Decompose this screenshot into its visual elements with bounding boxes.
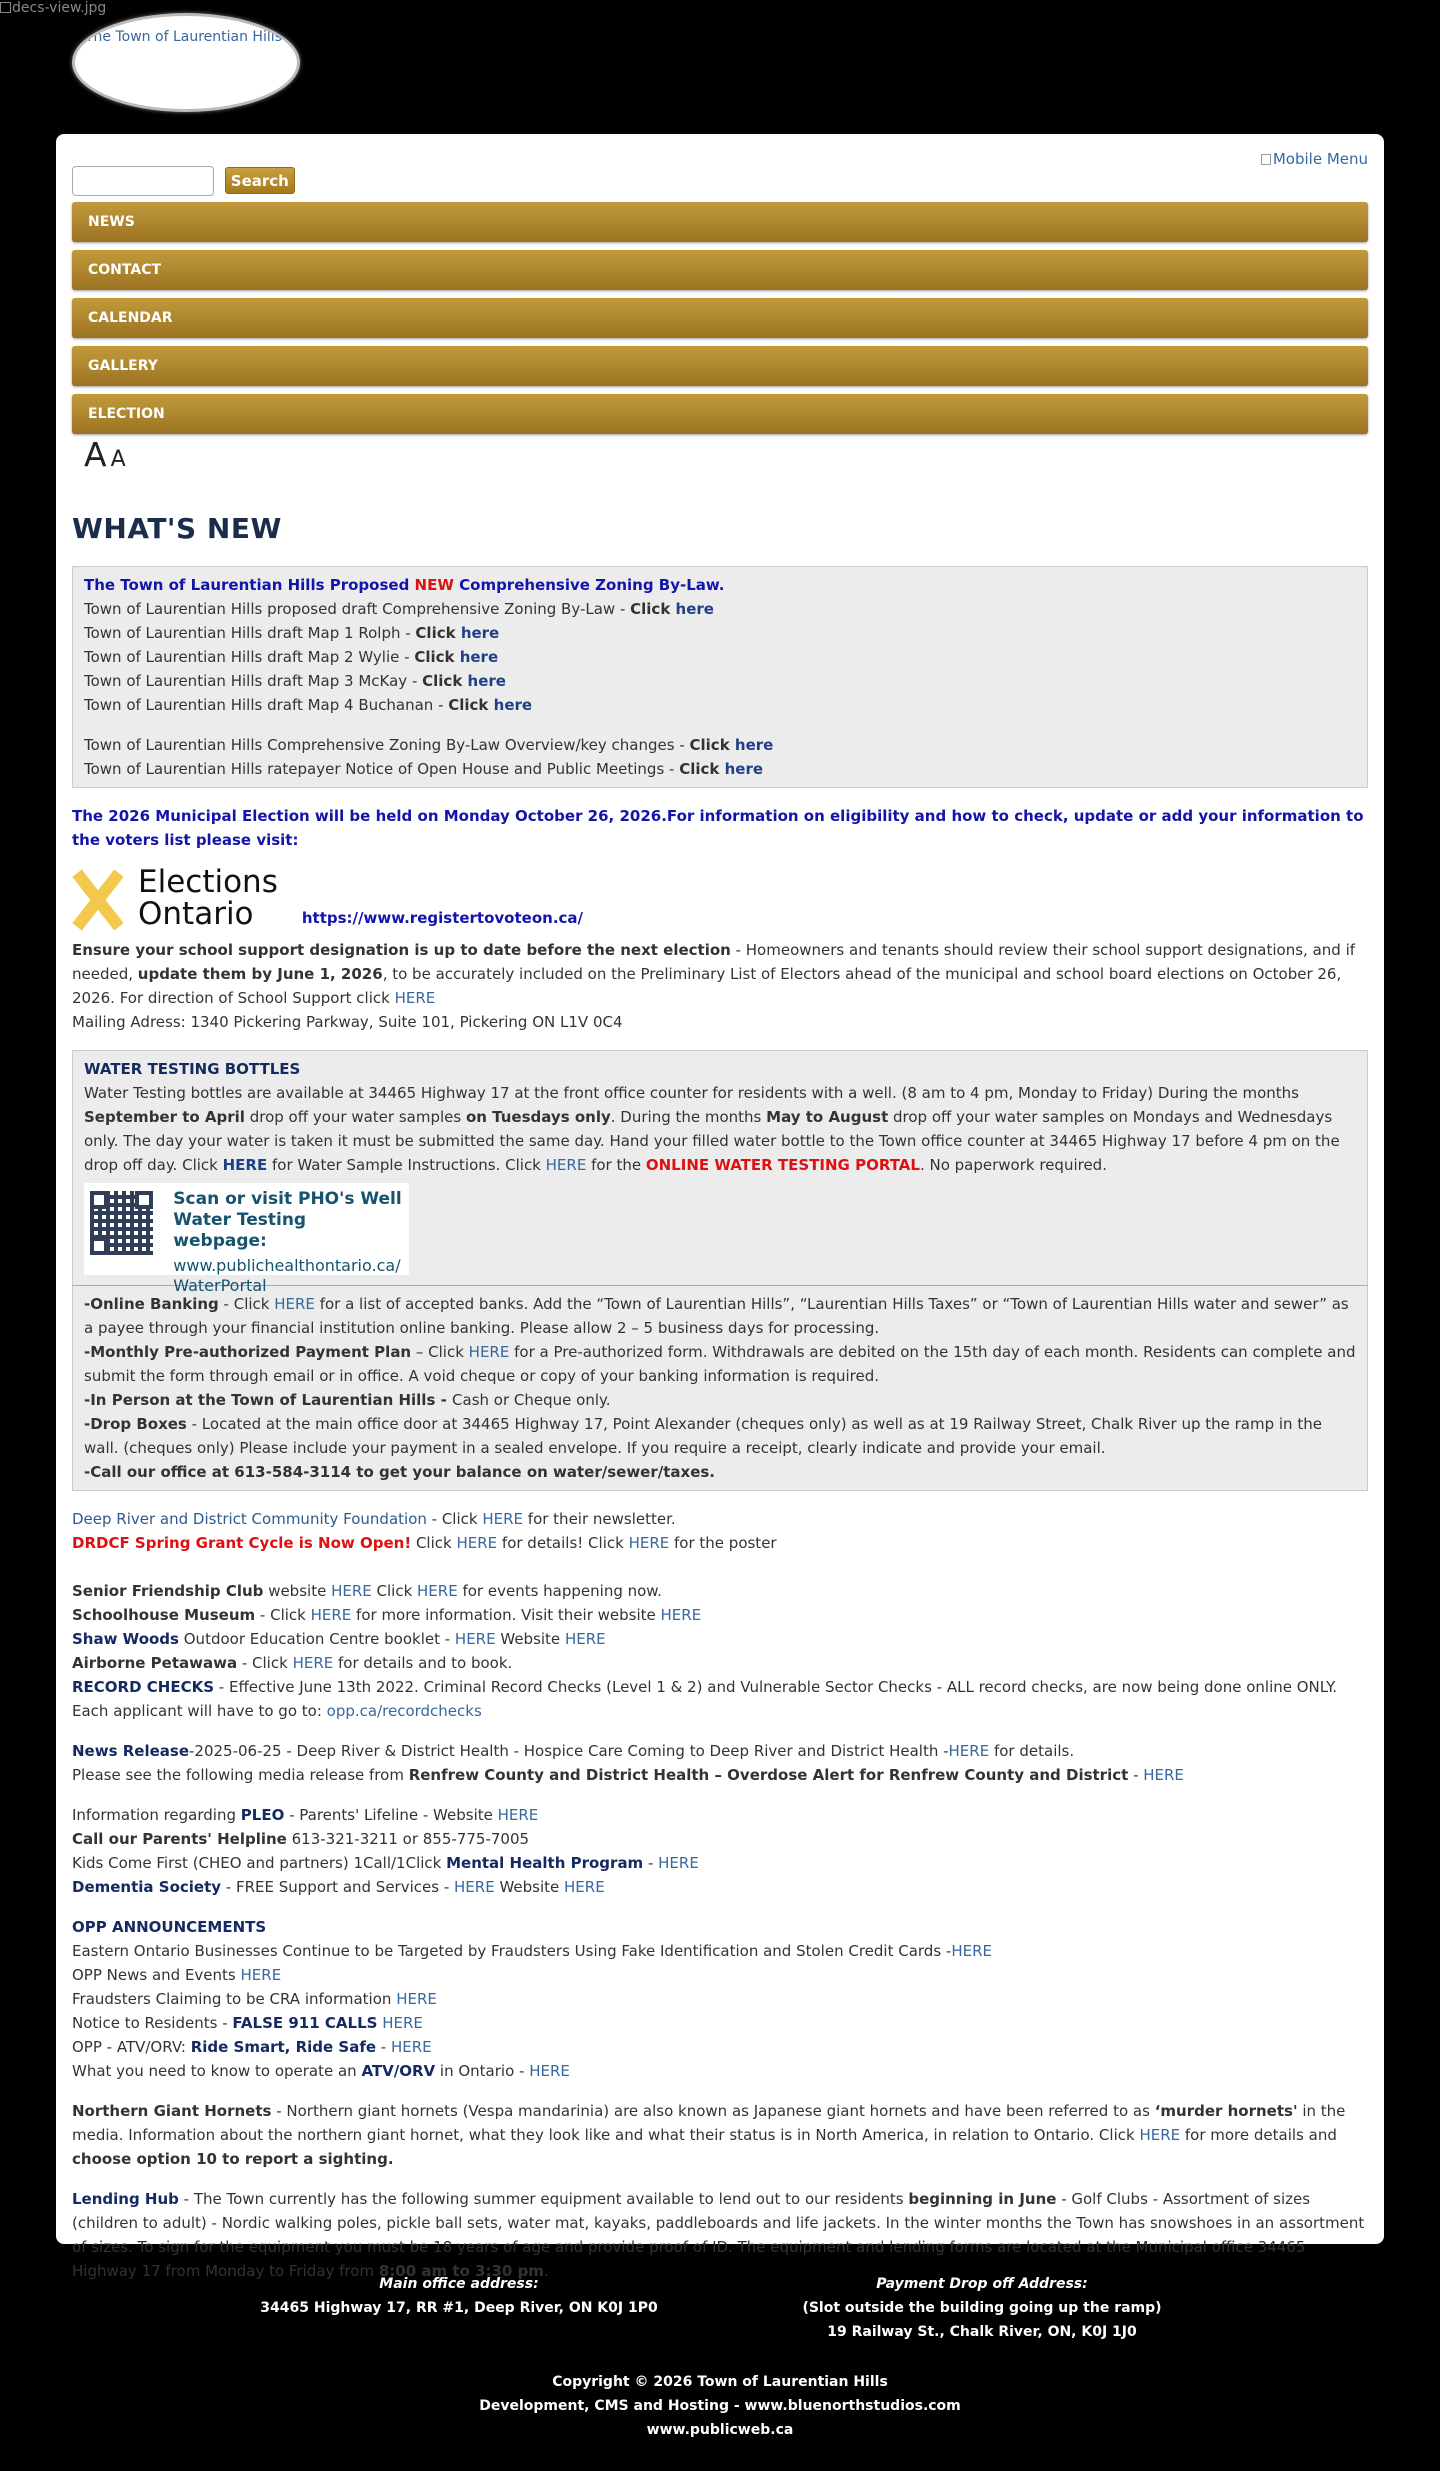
qr-url-1: www.publichealthontario.ca/: [173, 1256, 401, 1275]
kids-c: -: [643, 1854, 659, 1872]
schoolhouse-c: for more information. Visit their website: [351, 1606, 661, 1624]
zoning-line-link[interactable]: here: [734, 736, 774, 754]
schoolhouse-label: Schoolhouse Museum: [72, 1606, 256, 1624]
election-notice: The 2026 Municipal Election will be held on Monday October 26, 2026.For information on eligibility and how to check, update or add your information to the voters list please visit:: [72, 807, 1364, 849]
news-release-line: [72, 1739, 1368, 1763]
helpline-label: Call our Parents' Helpline: [72, 1830, 287, 1848]
opp-item: [72, 2059, 1368, 2083]
pleo-label: PLEO: [240, 1806, 285, 1824]
search-button[interactable]: Search: [225, 167, 295, 194]
news-release-a: -2025-06-25 - Deep River & District Health - Hospice Care Coming to Deep River and District Health -: [189, 1742, 949, 1760]
elections-logo-line1: Elections: [138, 864, 278, 900]
school-support-link[interactable]: HERE: [394, 989, 436, 1007]
nav-item-news[interactable]: NEWS: [72, 202, 1368, 242]
mobile-menu-alt: Mobile Menu: [1272, 150, 1368, 168]
school-support-paragraph: [72, 938, 1368, 1010]
zoning-line: [84, 645, 1356, 669]
zoning-line-link[interactable]: here: [493, 696, 533, 714]
footer-copyright: Copyright © 2026 Town of Laurentian Hills: [552, 2374, 888, 2390]
hornets-c: in the media. Information about the northern giant hornet, what they look like and what their status is in North America, in relation to Ontario. Click: [72, 2102, 1346, 2144]
zoning-line-text: Town of Laurentian Hills draft Map 2 Wylie -: [84, 648, 415, 666]
drop-boxes-label: -Drop Boxes: [84, 1415, 187, 1433]
zoning-line-text: Town of Laurentian Hills proposed draft Comprehensive Zoning By-Law -: [84, 600, 631, 618]
mental-health-link[interactable]: HERE: [658, 1854, 699, 1872]
lending-d: - Golf Clubs - Assortment of sizes (children to adult) - Nordic walking poles, pickle ball sets, water mat, kayaks, paddleboards and life jackets. In the winter months the Town has snowshoes in an assortment of sizes. To sign for the equipment you must be 18 years of age and provide proof of ID. The equipment and lending forms are located at the Municipal office 34465 Highway 17 from Monday to Friday from: [72, 2190, 1365, 2280]
main-panel: [56, 134, 1384, 2280]
helpline-numbers: 613-321-3211 or 855-775-7005: [286, 1830, 530, 1848]
airborne-a: - Click: [237, 1654, 293, 1672]
elections-ontario-x-icon: [72, 870, 122, 930]
school-support-d: , to be accurately included on the Preliminary List of Electors ahead of the municipal and school board elections on October 26, 2026. For direction of School Support click: [72, 965, 1342, 1007]
shaw-a: Outdoor Education Centre booklet -: [178, 1630, 455, 1648]
zoning-line-click: Click: [689, 736, 735, 754]
water-text-1b: September to April: [84, 1108, 245, 1126]
online-banking-a: - Click: [218, 1295, 275, 1313]
dementia-a: - FREE Support and Services -: [221, 1878, 455, 1896]
water-text-3b: May to August: [766, 1108, 889, 1126]
town-logo[interactable]: [72, 13, 300, 112]
in-person-text: Cash or Cheque only.: [452, 1391, 611, 1409]
zoning-line: [84, 597, 1356, 621]
water-instructions-link[interactable]: HERE: [222, 1156, 268, 1174]
register-to-vote-link[interactable]: https://www.registertovoteon.ca/: [301, 909, 584, 927]
water-text-5: for Water Sample Instructions. Click: [267, 1156, 546, 1174]
media-release-link[interactable]: HERE: [1143, 1766, 1184, 1784]
news-release-link[interactable]: HERE: [948, 1742, 990, 1760]
shaw-website-link[interactable]: HERE: [564, 1630, 606, 1648]
opp-title: OPP ANNOUNCEMENTS: [72, 1918, 267, 1936]
senior-events-link[interactable]: HERE: [417, 1582, 458, 1600]
qr-card-text: [173, 1189, 403, 1296]
zoning-line: [84, 669, 1356, 693]
foundation-link[interactable]: Deep River and District Community Foundation: [72, 1510, 427, 1528]
senior-website-link[interactable]: HERE: [331, 1582, 372, 1600]
record-checks-line: [72, 1675, 1368, 1723]
text-size-controls: [84, 435, 126, 476]
school-support-a: Ensure your school support designation is up to date before the next election: [72, 941, 731, 959]
zoning-title-b: Comprehensive Zoning By-Law.: [453, 576, 725, 594]
ride-smart-label: Ride Smart, Ride Safe: [190, 2038, 377, 2056]
opp-item-text: Notice to Residents -: [72, 2014, 233, 2032]
grant-c: for the poster: [669, 1534, 777, 1552]
zoning-line-link[interactable]: here: [724, 760, 764, 778]
shaw-booklet-link[interactable]: HERE: [454, 1630, 496, 1648]
media-release-c: -: [1128, 1766, 1144, 1784]
senior-c: Click: [371, 1582, 418, 1600]
online-banking-link[interactable]: HERE: [274, 1295, 315, 1313]
footer-publicweb-link[interactable]: www.publicweb.ca: [646, 2422, 794, 2438]
zoning-line-link[interactable]: here: [675, 600, 714, 618]
media-release-b: Renfrew County and District Health – Overdose Alert for Renfrew County and District: [408, 1766, 1129, 1784]
zoning-line-link[interactable]: here: [460, 624, 500, 642]
opp-item-link[interactable]: HERE: [390, 2038, 432, 2056]
opp-item: [72, 2011, 1368, 2035]
elections-ontario-row: [72, 866, 1368, 930]
shaw-woods-line: [72, 1627, 1368, 1651]
qr-line-1: Scan or visit PHO's Well: [173, 1189, 402, 1209]
pleo-line: [72, 1803, 1368, 1827]
pleo-c: - Parents' Lifeline - Website: [284, 1806, 498, 1824]
footer-main-address: 34465 Highway 17, RR #1, Deep River, ON K0J 1P0: [260, 2300, 658, 2316]
airborne-link[interactable]: HERE: [292, 1654, 334, 1672]
water-text-6: for the: [586, 1156, 646, 1174]
opp-item-text: Fraudsters Claiming to be CRA information: [72, 1990, 397, 2008]
broken-image-icon: [0, 2, 11, 13]
page-title: WHAT'S NEW: [72, 512, 282, 545]
zoning-line-link[interactable]: here: [467, 672, 506, 690]
school-support-b: - Homeowners and tenants should review their school support designations, and if needed,: [72, 941, 1356, 983]
payments-box: [72, 1285, 1368, 1491]
hornets-label: Northern Giant Hornets: [72, 2102, 272, 2120]
pre-authorized-plan: [84, 1340, 1356, 1388]
opp-item-text: What you need to know to operate an: [72, 2062, 362, 2080]
grant-line: [72, 1531, 1368, 1555]
text-size-large-button[interactable]: A: [84, 435, 107, 474]
senior-club-line: [72, 1579, 1368, 1603]
grant-a: Click: [411, 1534, 457, 1552]
schoolhouse-a: - Click: [255, 1606, 311, 1624]
footer-dev-link[interactable]: Development, CMS and Hosting - www.bluenorthstudios.com: [479, 2398, 961, 2414]
opp-item-link[interactable]: HERE: [396, 1990, 437, 2008]
opp-item: [72, 1939, 1368, 1963]
content-area: [72, 512, 1368, 2283]
dementia-support-link[interactable]: HERE: [454, 1878, 495, 1896]
zoning-line-text: Town of Laurentian Hills draft Map 4 Buchanan -: [84, 696, 449, 714]
water-text-4: drop off your water samples on Mondays and Wednesdays only. The day your water is taken it must be submitted the same day. Hand your filled water bottle to the Town office counter at 34465 Highway 17 before 4 pm on the drop off day. Click: [84, 1108, 1340, 1174]
hornets-d: for more details and: [1180, 2126, 1337, 2144]
opp-item-link[interactable]: HERE: [529, 2062, 570, 2080]
zoning-line-text: Town of Laurentian Hills Comprehensive Zoning By-Law Overview/key changes -: [84, 736, 690, 754]
news-release-c: for details.: [989, 1742, 1075, 1760]
false-911-label: FALSE 911 CALLS: [232, 2014, 378, 2032]
lending-c: beginning in June: [908, 2190, 1057, 2208]
record-checks-label: RECORD CHECKS: [72, 1678, 215, 1696]
qr-line-2: Water Testing webpage:: [173, 1210, 307, 1251]
hornets-e: choose option 10 to report a sighting.: [72, 2150, 394, 2168]
footer-credits: [0, 2370, 1440, 2442]
nav-item-gallery[interactable]: GALLERY: [72, 346, 1368, 386]
pleo-a: Information regarding: [72, 1806, 241, 1824]
opp-item-text: OPP News and Events: [72, 1966, 241, 1984]
pho-qr-card[interactable]: [84, 1183, 409, 1295]
background-image-placeholder: [0, 0, 106, 16]
qr-code-icon: [90, 1191, 153, 1255]
news-release-label: News Release: [72, 1742, 189, 1760]
senior-a: website: [263, 1582, 332, 1600]
record-checks-link[interactable]: opp.ca/recordchecks: [326, 1702, 482, 1720]
footer-main-title: Main office address:: [379, 2276, 539, 2292]
water-text-7: . No paperwork required.: [919, 1156, 1107, 1174]
opp-item-link[interactable]: HERE: [377, 2014, 423, 2032]
nav-item-contact[interactable]: CONTACT: [72, 250, 1368, 290]
zoning-line: [84, 693, 1356, 717]
water-text-2b: on Tuesdays only: [465, 1108, 611, 1126]
kids-come-first-line: [72, 1851, 1368, 1875]
zoning-line-text: Town of Laurentian Hills draft Map 3 McKay -: [84, 672, 423, 690]
zoning-line-click: Click: [422, 672, 468, 690]
water-testing-paragraph: [84, 1081, 1356, 1177]
water-text-1: Water Testing bottles are available at 34465 Highway 17 at the front office counter for residents with a well. (8 am to 4 pm, Monday to Friday) During the months: [84, 1084, 1299, 1102]
drop-boxes: [84, 1412, 1356, 1460]
atv-orv-label: ATV/ORV: [361, 2062, 436, 2080]
senior-club-label: Senior Friendship Club: [72, 1582, 264, 1600]
pap-link[interactable]: HERE: [468, 1343, 510, 1361]
senior-d: for events happening now.: [457, 1582, 662, 1600]
footer-payment-dropoff: [782, 2272, 1182, 2344]
dementia-label: Dementia Society: [72, 1878, 222, 1896]
airborne-label: Airborne Petawawa: [72, 1654, 238, 1672]
water-testing-box: [72, 1050, 1368, 1295]
search-form: [72, 166, 295, 196]
qr-url-2: WaterPortal: [173, 1276, 267, 1295]
grant-b: for details! Click: [497, 1534, 629, 1552]
shaw-c: Website: [495, 1630, 565, 1648]
shaw-woods-label: Shaw Woods: [72, 1630, 179, 1648]
grant-label: DRDCF Spring Grant Cycle is Now Open!: [72, 1534, 412, 1552]
schoolhouse-website-link[interactable]: HERE: [660, 1606, 702, 1624]
lending-hub-label: Lending Hub: [72, 2190, 179, 2208]
zoning-line-link[interactable]: here: [459, 648, 499, 666]
zoning-line-click: Click: [414, 648, 460, 666]
elections-logo-line2: Ontario: [138, 896, 254, 932]
zoning-box: [72, 566, 1368, 788]
helpline-line: [72, 1827, 1368, 1851]
pap-c: for a Pre-authorized form. Withdrawals are debited on the 15th day of each month. Residents can complete and submit the form through email or in office. A void cheque or copy of your banking information is required.: [84, 1343, 1356, 1385]
elections-ontario-logo-text: [138, 866, 278, 930]
pleo-website-link[interactable]: HERE: [497, 1806, 539, 1824]
water-testing-title: WATER TESTING BOTTLES: [84, 1060, 301, 1078]
online-banking-c: for a list of accepted banks. Add the “Town of Laurentian Hills”, “Laurentian Hills Taxes” or “Town of Laurentian Hills water and sewer” as a payee through your financial institution online banking. Please allow 2 – 5 business days for processing.: [84, 1295, 1349, 1337]
opp-item-link[interactable]: HERE: [951, 1942, 992, 1960]
mailing-address: Mailing Adress: 1340 Pickering Parkway, Suite 101, Pickering ON L1V 0C4: [72, 1013, 623, 1031]
dementia-c: Website: [494, 1878, 565, 1896]
lending-a: - The Town currently has the following summer equipment available to lend out to our residents: [178, 2190, 909, 2208]
opp-item-sep: -: [376, 2038, 391, 2056]
kids-a: Kids Come First (CHEO and partners) 1Call/1Click: [72, 1854, 447, 1872]
opp-item: [72, 1987, 1368, 2011]
zoning-line-click: Click: [448, 696, 494, 714]
footer-pay-line2: 19 Railway St., Chalk River, ON, K0J 1J0: [827, 2324, 1137, 2340]
footer-pay-title: Payment Drop off Address:: [876, 2276, 1088, 2292]
background-image-alt: decs-view.jpg: [12, 0, 107, 16]
schoolhouse-info-link[interactable]: HERE: [310, 1606, 352, 1624]
foundation-newsletter-link[interactable]: HERE: [482, 1510, 524, 1528]
zoning-line-text: Town of Laurentian Hills draft Map 1 Rolph -: [84, 624, 416, 642]
zoning-line: [84, 621, 1356, 645]
zoning-title-new: NEW: [414, 576, 454, 594]
opp-item: [72, 2035, 1368, 2059]
opp-item-sep: in Ontario -: [435, 2062, 530, 2080]
call-office: [84, 1460, 1356, 1484]
logo-alt-text: The Town of Laurentian Hills: [85, 29, 282, 45]
dementia-line: [72, 1875, 1368, 1899]
zoning-title: [84, 573, 1356, 597]
zoning-line-text: Town of Laurentian Hills ratepayer Notice of Open House and Public Meetings -: [84, 760, 680, 778]
opp-item-text: Eastern Ontario Businesses Continue to be Targeted by Fraudsters Using Fake Identification and Stolen Credit Cards -: [72, 1942, 952, 1960]
search-input[interactable]: [72, 166, 214, 196]
hornets-a: - Northern giant hornets (Vespa mandarinia) are also known as Japanese giant hornets and have been referred to as: [271, 2102, 1155, 2120]
water-text-3: . During the months: [610, 1108, 767, 1126]
text-size-small-button[interactable]: A: [110, 447, 126, 472]
main-nav: [72, 202, 1368, 442]
opp-item: [72, 1963, 1368, 1987]
pap-a: – Click: [411, 1343, 469, 1361]
pap-label: -Monthly Pre-authorized Payment Plan: [84, 1343, 412, 1361]
lending-hours: 8:00 am to 3:30 pm: [378, 2262, 544, 2280]
grant-poster-link[interactable]: HERE: [628, 1534, 670, 1552]
zoning-line: [84, 733, 1356, 757]
in-person-label: -In Person at the Town of Laurentian Hills: [84, 1391, 436, 1409]
drop-boxes-text: - Located at the main office door at 34465 Highway 17, Point Alexander (cheques only) as well as at 19 Railway Street, Chalk River up the ramp in the wall. (cheques only) Please include your payment in a sealed envelope. If you require a receipt, clearly indicate and provide your email.: [84, 1415, 1322, 1457]
online-banking: [84, 1292, 1356, 1340]
dementia-website-link[interactable]: HERE: [564, 1878, 605, 1896]
mental-health-label: Mental Health Program: [446, 1854, 644, 1872]
zoning-title-a: The Town of Laurentian Hills Proposed: [84, 576, 415, 594]
water-portal-here-link[interactable]: HERE: [545, 1156, 587, 1174]
grant-details-link[interactable]: HERE: [456, 1534, 498, 1552]
schoolhouse-line: [72, 1603, 1368, 1627]
hornets-link[interactable]: HERE: [1139, 2126, 1181, 2144]
zoning-line-click: Click: [415, 624, 461, 642]
water-portal-label: ONLINE WATER TESTING PORTAL: [645, 1156, 920, 1174]
water-text-2: drop off your water samples: [244, 1108, 466, 1126]
airborne-c: for details and to book.: [333, 1654, 513, 1672]
online-banking-label: -Online Banking: [84, 1295, 219, 1313]
mobile-menu-button[interactable]: [1261, 150, 1368, 168]
opp-item-text: OPP - ATV/ORV:: [72, 2038, 191, 2056]
zoning-line-click: Click: [630, 600, 676, 618]
opp-item-link[interactable]: HERE: [240, 1966, 282, 1984]
foundation-a: - Click: [426, 1510, 483, 1528]
foundation-b: for their newsletter.: [523, 1510, 676, 1528]
lending-hub-paragraph: [72, 2187, 1368, 2283]
foundation-line: [72, 1507, 1368, 1531]
media-release-a: Please see the following media release from: [72, 1766, 409, 1784]
nav-item-calendar[interactable]: CALENDAR: [72, 298, 1368, 338]
zoning-line-click: Click: [679, 760, 725, 778]
lending-f: .: [543, 2262, 549, 2280]
zoning-line: [84, 757, 1356, 781]
broken-image-icon: [1261, 154, 1271, 165]
murder-hornets: ‘murder hornets': [1154, 2102, 1298, 2120]
record-checks-a: - Effective June 13th 2022. Criminal Record Checks (Level 1 & 2) and Vulnerable Sector Checks - ALL record checks, are now being done online ONLY. Each applicant will have to go to:: [72, 1678, 1338, 1720]
media-release-line: [72, 1763, 1368, 1787]
nav-item-election[interactable]: ELECTION: [72, 394, 1368, 434]
hornets-paragraph: [72, 2099, 1368, 2171]
footer-pay-line1: (Slot outside the building going up the ramp): [802, 2300, 1162, 2316]
in-person-sep: -: [435, 1391, 453, 1409]
airborne-line: [72, 1651, 1368, 1675]
footer-main-office: [258, 2272, 660, 2320]
call-office-text: -Call our office at 613-584-3114 to get your balance on water/sewer/taxes.: [84, 1463, 715, 1481]
school-support-c: update them by June 1, 2026: [137, 965, 383, 983]
in-person-payment: [84, 1388, 1356, 1412]
